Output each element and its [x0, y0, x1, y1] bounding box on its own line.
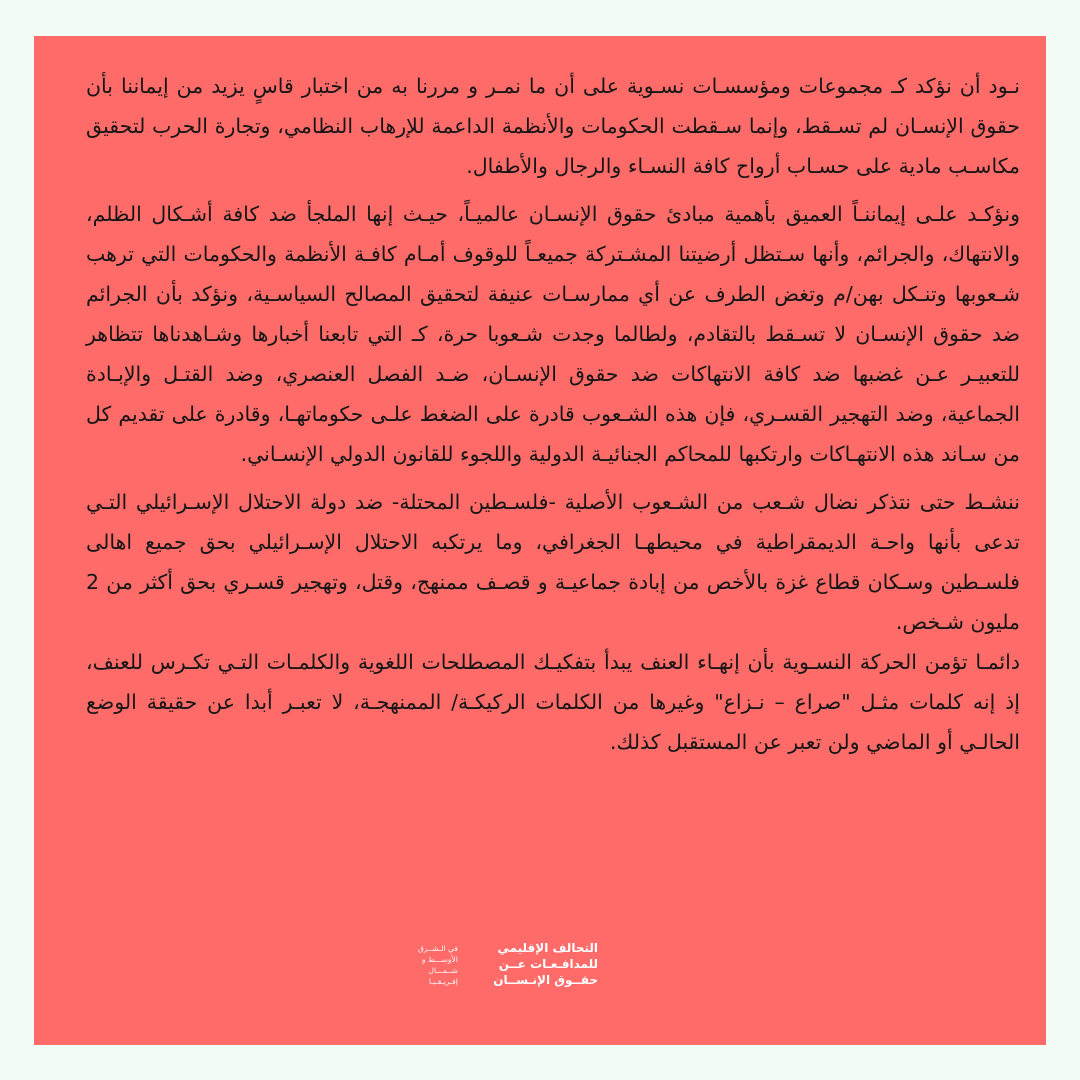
statement-paragraph-3: ننشـط حتى نتذكر نضال شـعب من الشـعوب الأصلية -فلسـطين المحتلة- ضد دولة الاحتلال الإسـرائيلي التـي تدعى بأنها واحـة الديمقراطية في محيطهـا الجغرافي، وما يرتكبه الاحتلال الإسـرائيلي بحق جميع اهالى فلسـطين وسـكان قطاع غزة بالأخص من إبادة جماعيـة و قصـف ممنهج، وقتل، وتهجير قسـري بحق أكثر من 2 مليون شـخص.: [86, 490, 1020, 634]
logo-region-line-2: الأوســـط و: [421, 955, 458, 964]
logo-region-line-3: شــمـــال: [428, 966, 458, 975]
logo-name-line-2: للمدافـعـات عــن: [498, 957, 598, 971]
coalition-logo: [418, 940, 598, 996]
logo-name-line-1: التحالف الإقليمي: [497, 941, 598, 955]
statement-paragraph-1: نـود أن نؤكد كـ مجموعات ومؤسسـات نسـوية على أن ما نمـر و مررنا به من اختبار قاسٍ يزيد من إيماننا بأن حقوق الإنسـان لم تسـقط، وإنما سـقطت الحكومات والأنظمة الداعمة للإرهاب النظامي، وتجارة الحرب لتحقيق مكاسـب مادية على حسـاب أرواح كافة النسـاء والرجال والأطفال.: [86, 74, 1020, 178]
statement-paragraph-4: دائمـا تؤمن الحركة النسـوية بأن إنهـاء العنف يبدأ بتفكيـك المصطلحات اللغوية والكلمـات التـي تكـرس للعنف، إذ إنه كلمات مثـل "صراع – نـزاع" وغيرها من الكلمات الركيكـة/ الممنهجـة، لا تعبـر أبدا عن حقيقة الوضع الحالـي أو الماضي ولن تعبر عن المستقبل كذلك.: [86, 650, 1020, 754]
statement-panel: [34, 36, 1046, 1045]
logo-region-line-1: في الـشــرق: [418, 944, 458, 953]
statement-body: [86, 66, 1020, 770]
statement-paragraph-2: ونؤكـد علـى إيماننـاً العميق بأهمية مبادئ حقوق الإنسـان عالميـاً، حيـث إنها الملجأ ضد كافة أشـكال الظلم، والانتهاك، والجرائم، وأنها سـتظل أرضيتنا المشـتركة جميعـاً للوقوف أمـام كافـة الأنظمة والحكومات التي ترهب شـعوبها وتنـكل بهن/م وتغض الطرف عن أي ممارسـات عنيفة لتحقيق المصالح السياسـية، ونؤكد بأن الجرائم ضد حقوق الإنسـان لا تسـقط بالتقادم، ولطالما وجدت شـعوبا حرة، كـ التي تابعنا أخبارها وشـاهدناها تتظاهر للتعبيـر عـن غضبها ضد كافة الانتهاكات ضد حقوق الإنسـان، ضـد الفصل العنصري، وضد القتـل والإبـادة الجماعية، وضد التهجير القسـري، فإن هذه الشـعوب قادرة على الضغط علـى حكوماتهـا، وقادرة على تقديم كل من سـاند هذه الانتهـاكات وارتكبها للمحاكم الجنائيـة الدولية واللجوء للقانون الدولي الإنسـاني.: [86, 202, 1020, 466]
logo-name: [493, 940, 598, 988]
logo-region-line-4: إفـريـقـيـا: [428, 977, 458, 986]
logo-name-line-3: حقــوق الإنـســان: [493, 973, 598, 987]
logo-region: [418, 943, 458, 987]
